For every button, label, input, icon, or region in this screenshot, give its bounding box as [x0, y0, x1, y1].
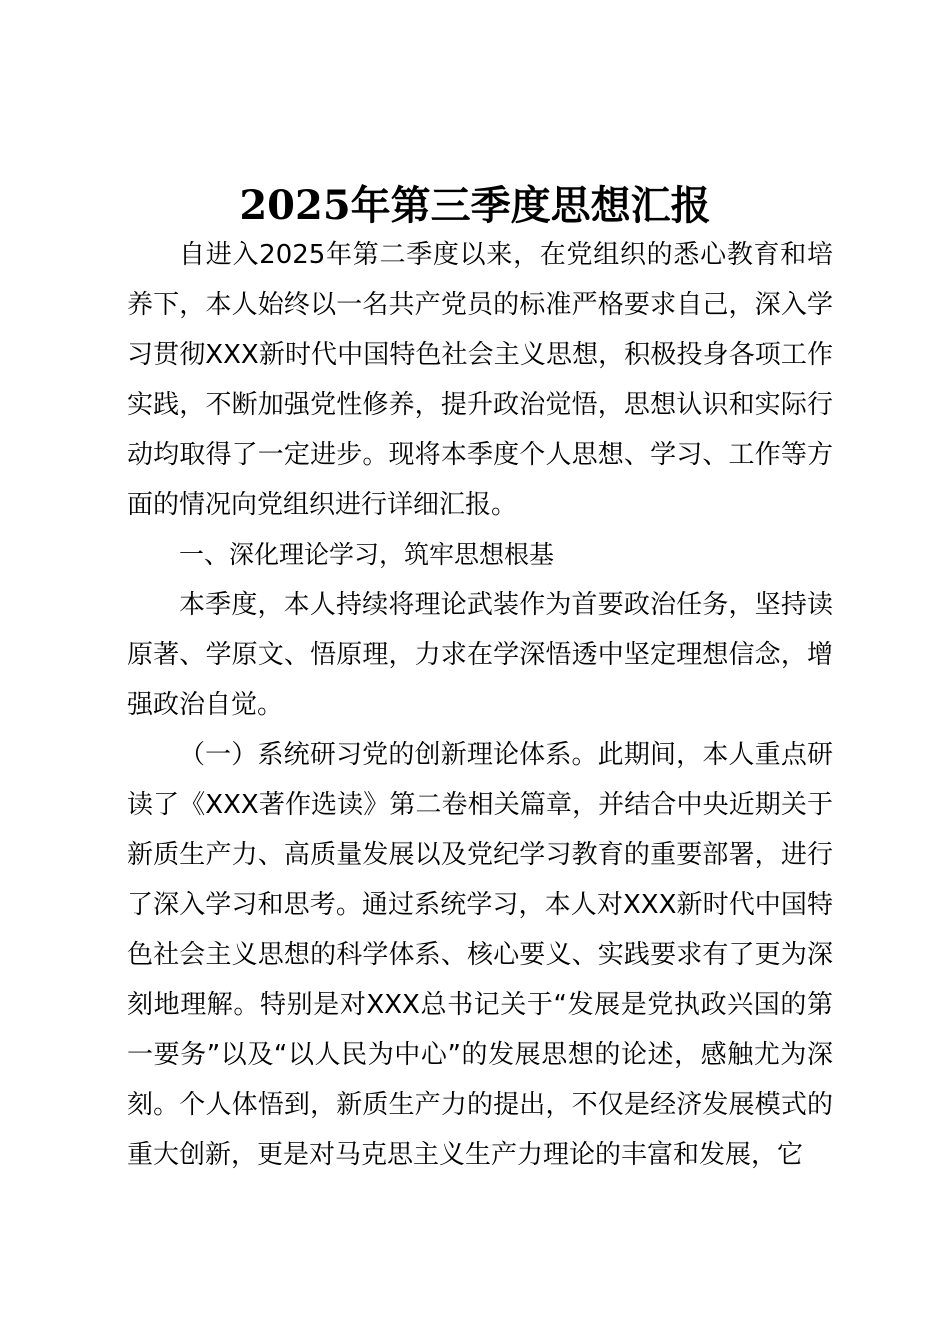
section-heading: 一、深化理论学习，筑牢思想根基	[179, 540, 555, 569]
intro-paragraph: 自进入2025年第二季度以来，在党组织的悉心教育和培养下，本人始终以一名共产党员的标准严格要求自己，深入学习贯彻XXX新时代中国特色社会主义思想，积极投身各项工作实践，不断加强党性修养，提升政治觉悟，思想认识和实际行动均取得了一定进步。现将本季度个人思想、学习、工作等方面的情况向党组织进行详细汇报。	[127, 240, 833, 520]
section-intro-paragraph: 本季度，本人持续将理论武装作为首要政治任务，坚持读原著、学原文、悟原理，力求在学深悟透中坚定理想信念，增强政治自觉。	[127, 590, 833, 720]
subsection-paragraph: （一）系统研习党的创新理论体系。此期间，本人重点研读了《XXX著作选读》第二卷相关篇章，并结合中央近期关于新质生产力、高质量发展以及党纪学习教育的重要部署，进行了深入学习和思考。通过系统学习，本人对XXX新时代中国特色社会主义思想的科学体系、核心要义、实践要求有了更为深刻地理解。特别是对XXX总书记关于“发展是党执政兴国的第一要务”以及“以人民为中心”的发展思想的论述，感触尤为深刻。个人体悟到，新质生产力的提出，不仅是经济发展模式的重大创新，更是对马克思主义生产力理论的丰富和发展，它	[127, 740, 833, 1170]
document-title: 2025年第三季度思想汇报	[239, 182, 711, 229]
document-body	[127, 230, 833, 1180]
